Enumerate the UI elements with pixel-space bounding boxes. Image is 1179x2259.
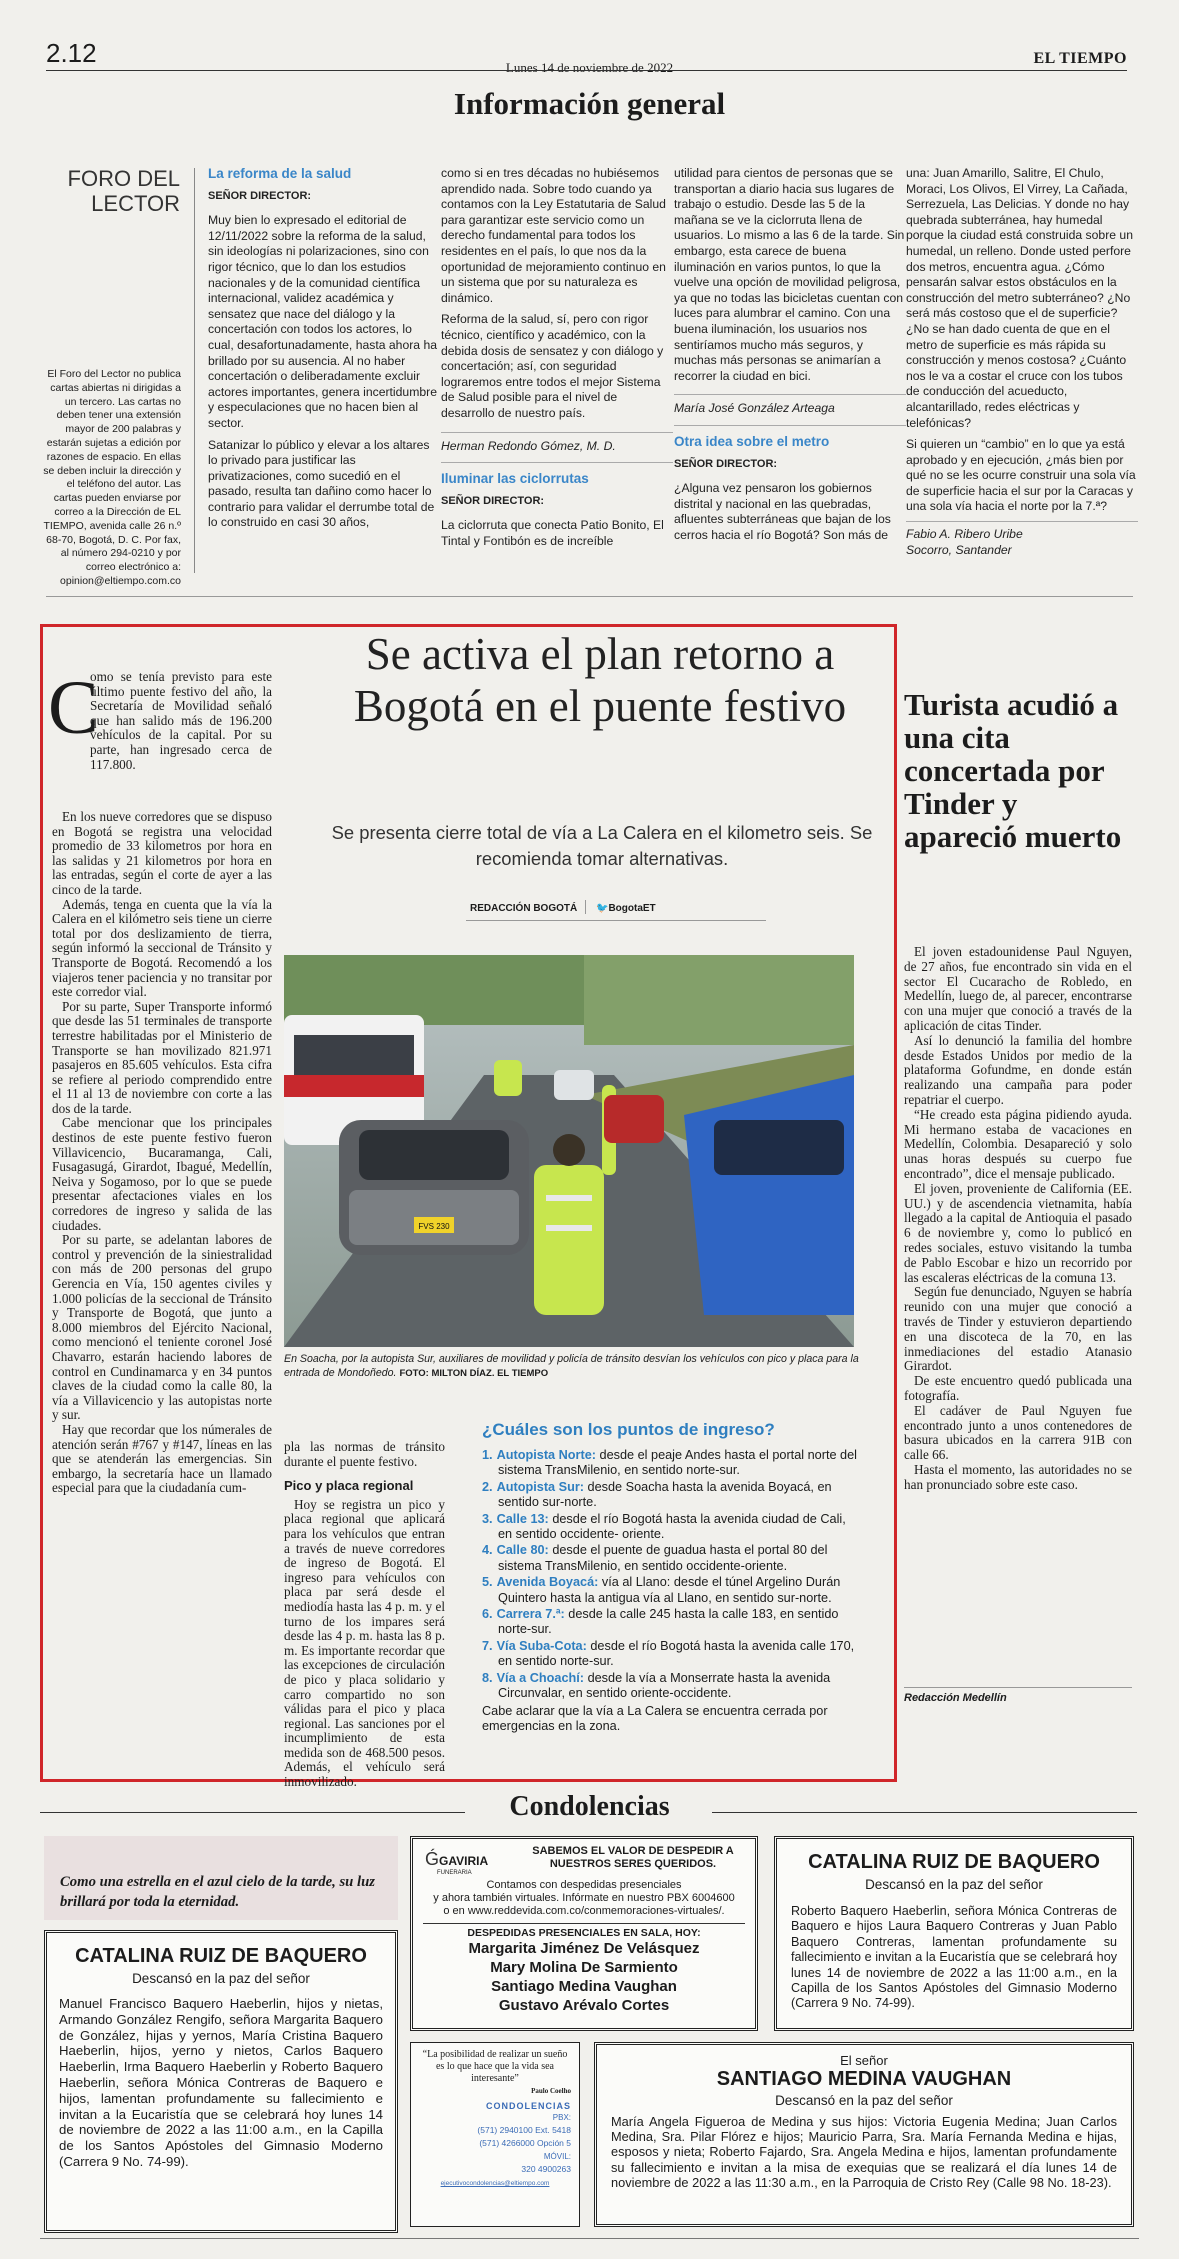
page-date-text: Lunes 14 de noviembre de 2022 bbox=[505, 60, 674, 75]
article-dropcap: C bbox=[48, 666, 99, 750]
entry-point-number: 7. bbox=[482, 1638, 493, 1653]
entry-point-text: desde el puente de guadua hasta el portal 80 del sistema TransMilenio, en sentido occidente-oriente. bbox=[498, 1543, 828, 1573]
article-paragraph: Cabe mencionar que los principales destinos de este puente festivo fueron Villavicencio, Bucaramanga, Cali, Fusagasugá, Girardot, Ibagué, Medellín, Neiva y Sogamoso, por lo que se puede presentar afectaciones viales en los corredores de ingreso y salida de las ciudades. bbox=[52, 1115, 272, 1233]
tinder-headline: Turista acudió a una cita concertada por Tinder y apareció muerto bbox=[904, 687, 1122, 854]
foro-column-3 bbox=[674, 166, 906, 549]
entry-point-item bbox=[482, 1639, 858, 1670]
contact-quote: “La posibilidad de realizar un sueño es lo que hace que la vida sea interesante” bbox=[422, 2049, 568, 2084]
letter-signature: María José González Arteaga bbox=[674, 394, 906, 417]
article-column-1 bbox=[52, 810, 272, 1496]
condolence-body: Manuel Francisco Baquero Haeberlin, hijos y nietas, Armando González Rengifo, señora Margarita Baquero de González, hijas y yernos, María Cristina Baquero Haeberlin, hijos, yerno y nietos, Carlos Baquero Haeberlin, Irma Baquero Haeberlin y Roberto Baquero Haeberlin, señora Mónica Contreras de Baquero e hijos, lamentan profundamente su fallecimiento e invitan a la Eucaristía que se celebrará hoy lunes 14 de noviembre de 2022 a las 11:00 a.m., en la Capilla de los Santos Apóstoles del Gimnasio Moderno (Carrera 9 No. 74-99). bbox=[59, 1996, 383, 2169]
entry-point-name: Autopista Sur: bbox=[496, 1479, 584, 1494]
entry-point-item bbox=[482, 1543, 858, 1574]
tinder-paragraph: De este encuentro quedó publicada una fotografía. bbox=[904, 1373, 1132, 1403]
contact-quote-author: Paulo Coelho bbox=[531, 2087, 571, 2095]
entry-point-item bbox=[482, 1512, 858, 1543]
tinder-paragraph: “He creado esta página pidiendo ayuda. Mi hermano estaba de vacaciones en Medellín, Colombia. Desapareció y solo unas horas después su cuerpo fue encontrado”, dice el mensaje publicado. bbox=[904, 1106, 1132, 1181]
condolence-name: CATALINA RUIZ DE BAQUERO bbox=[808, 1851, 1100, 1873]
article-paragraph: omo se tenía previsto para este último puente festivo del año, la Secretaría de Movilidad señaló que han salido más de 196.200 vehículos de la capital. Por su parte, han ingresado cerca de 117.800. bbox=[90, 669, 272, 772]
twitter-handle: BogotaET bbox=[608, 903, 656, 914]
tinder-paragraph: Así lo denunció la familia del hombre desde Estados Unidos por medio de la plataforma Gofundme, en donde están realizando una campaña para poder repatriar el cuerpo. bbox=[904, 1032, 1132, 1107]
letter-signature: Fabio A. Ribero Uribe bbox=[906, 521, 1138, 543]
letter-paragraph: ¿Alguna vez pensaron los gobiernos distrital y nacional en las quebradas, afluentes subterráneas que bajan de los cerros hacia el río Bogotá? Son más de bbox=[674, 481, 891, 542]
page-bottom-rule bbox=[40, 2238, 1139, 2239]
condolence-pre: El señor bbox=[840, 2053, 888, 2068]
entry-points-list bbox=[482, 1448, 858, 1702]
entry-points-note: Cabe aclarar que la vía a La Calera se encuentra cerrada por emergencias en la zona. bbox=[482, 1703, 828, 1733]
gaviria-logo-icon: Ǵ bbox=[425, 1849, 440, 1869]
gaviria-head: SABEMOS EL VALOR DE DESPEDIR A NUESTROS SERES QUERIDOS. bbox=[532, 1845, 734, 1870]
article-headline: Se activa el plan retorno a Bogotá en el puente festivo bbox=[353, 629, 847, 731]
entry-point-name: Vía a Choachí: bbox=[496, 1670, 585, 1685]
entry-point-number: 8. bbox=[482, 1670, 493, 1685]
caption-text: En Soacha, por la autopista Sur, auxiliares de movilidad y policía de tránsito desvían los vehículos con pico y placa para la entrada de Mondoñedo. bbox=[284, 1353, 859, 1379]
entry-point-text: desde el peaje Andes hasta el portal norte del sistema TransMilenio, en sentido norte-sur. bbox=[498, 1448, 857, 1478]
letter-paragraph: como si en tres décadas no hubiésemos aprendido nada. Sobre todo cuando ya contamos con la Ley Estatutaria de Salud para garantizar este servicio como un derecho fundamental para todos los residentes en el país, lo que nos da la oportunidad de mejoramiento continuo en un sistema que por su naturaleza es dinámico. bbox=[441, 166, 666, 305]
entry-point-number: 4. bbox=[482, 1543, 493, 1558]
letter-paragraph: Muy bien lo expresado el editorial de 12/11/2022 sobre la reforma de la salud, sin ideologías ni polarizaciones, sino con rigor técnico, que lo dan los estudios nacionales y de la comunidad científica internacional, validez académica y sensatez que nace del diálogo y la concertación con todos los actores, lo cual, desafortunadamente, hasta ahora ha brillado por su ausencia. Al no haber concertación o deliberadamente excluir actores importantes, genera incertidumbre y especulaciones que no hacen bien al sector. bbox=[208, 213, 438, 430]
article-dek: Se presenta cierre total de vía a La Calera en el kilometro seis. Se recomienda tomar alternativas. bbox=[331, 822, 873, 869]
letter-title: Iluminar las ciclorrutas bbox=[441, 471, 589, 487]
foro-title: FORO DEL LECTOR bbox=[67, 166, 180, 216]
section-title: Información general bbox=[453, 86, 726, 121]
condolence-box-catalina-2 bbox=[774, 1836, 1134, 2031]
entry-point-number: 3. bbox=[482, 1511, 493, 1526]
photo-credit: FOTO: MILTON DÍAZ. EL TIEMPO bbox=[399, 1368, 549, 1379]
tinder-signature: Redacción Medellín bbox=[904, 1687, 1132, 1704]
article-paragraph: Además, tenga en cuenta que la vía la Calera en el kilómetro seis tiene un cierre total por dos deslizamiento de tierra, según informó la seccional de Tránsito y Transporte de Bogotá. Recomendó a los viajeros tener paciencia y no transitar por este corredor vial. bbox=[52, 896, 272, 1000]
letter-title: La reforma de la salud bbox=[208, 166, 352, 181]
letter-divider bbox=[441, 462, 673, 463]
contact-phone: (571) 4266000 Opción 5 bbox=[479, 2138, 571, 2148]
letter-title: Otra idea sobre el metro bbox=[674, 433, 830, 449]
condolencias-contact-box bbox=[410, 2042, 580, 2227]
tinder-paragraph: El joven, proveniente de California (EE. UU.) y de ascendencia vietnamita, había llegado a la capital de Antioquia el pasado 6 de noviembre y, como lo publicó en redes sociales, estuvo visitando la tumba de Pablo Escobar e hizo un recorrido por las escaleras eléctricas de la comuna 13. bbox=[904, 1180, 1132, 1285]
article-paragraph: En los nueve corredores que se dispuso en Bogotá se registra una velocidad promedio de 33 kilometros por hora en las salidas y 21 kilometros por hora en las entradas, según el corte de ayer a las cinco de la tarde. bbox=[52, 809, 272, 897]
photo-caption bbox=[284, 1352, 869, 1381]
foro-note: El Foro del Lector no publica cartas abiertas ni dirigidas a un tercero. Las cartas no deben tener una extensión mayor de 200 palabras y estarán sujetas a edición por razones de espacio. En ellas se deben incluir la dirección y el teléfono del autor. Las cartas pueden enviarse por correo a la Dirección de EL TIEMPO, avenida calle 26 n.º 68-70, Bogotá, D. C. Por fax, al número 294-0210 y por correo electrónico a: opinion@eltiempo.com.co bbox=[43, 368, 181, 587]
article-photo bbox=[284, 955, 854, 1347]
letter-salutation: SEÑOR DIRECTOR: bbox=[441, 494, 545, 507]
tinder-paragraph: El joven estadounidense Paul Nguyen, de 27 años, fue encontrado sin vida en el sector El Cucaracho de Robledo, en Medellín, luego de, al parecer, encontrarse con una mujer que conoció a través de la aplicación de citas Tinder. bbox=[904, 944, 1132, 1033]
contact-movil: MÓVIL: bbox=[543, 2152, 571, 2161]
entry-point-name: Carrera 7.ª: bbox=[496, 1607, 565, 1622]
gaviria-logo-sub: FUNERARIA bbox=[437, 1870, 472, 1876]
photo-plate-text: FVS 230 bbox=[418, 1222, 450, 1231]
entry-point-number: 5. bbox=[482, 1575, 493, 1590]
gaviria-name: Gustavo Arévalo Cortes bbox=[498, 1997, 670, 2014]
condolence-sub: Descansó en la paz del señor bbox=[775, 2093, 953, 2108]
page-number: 2.12 bbox=[46, 38, 97, 68]
entry-point-text: desde Soacha hasta la avenida Boyacá, en sentido sur-norte. bbox=[498, 1479, 832, 1510]
condolence-sub: Descansó en la paz del señor bbox=[865, 1877, 1043, 1892]
condolence-box-santiago bbox=[594, 2042, 1134, 2227]
section-rule bbox=[46, 596, 1133, 597]
gaviria-line: Contamos con despedidas presenciales bbox=[486, 1879, 682, 1891]
entry-point-name: Autopista Norte: bbox=[496, 1448, 596, 1462]
tinder-body bbox=[904, 945, 1132, 1492]
gaviria-name: Margarita Jiménez De Velásquez bbox=[468, 1940, 700, 1957]
letter-paragraph: Si quieren un “cambio” en lo que ya está aprobado y en ejecución, ¿más bien por qué no se les ocurre construir una sola vía de superficie hacia el sur por la Caracas y una sola vía hacia el norte por la 7.ª? bbox=[906, 437, 1136, 514]
foro-column-2 bbox=[441, 166, 673, 555]
byline-divider bbox=[585, 900, 586, 914]
letter-paragraph: Reforma de la salud, sí, pero con rigor técnico, científico y académico, con la debida dosis de sensatez y con diálogo y concertación; así, con seguridad lograremos entre todos el mejor Sistema de Salud posible para el nivel de desarrollo de nuestro país. bbox=[441, 312, 664, 420]
foro-column-1 bbox=[208, 166, 440, 537]
entry-point-name: Calle 13: bbox=[496, 1511, 549, 1526]
condolencias-quote: Como una estrella en el azul cielo de la tarde, su luz brillará por toda la eternidad. bbox=[44, 1836, 398, 1920]
condolence-body: María Angela Figueroa de Medina y sus hijos: Victoria Eugenia Medina; Juan Carlos Medina, Sra. Pilar Flórez e hijos; Mauricio Parra, Sra. María Fernanda Medina e hijas, esposos y nieta; Roberto Fajardo, Sra. Angela Medina e hijos, lamentan profundamente su fallecimiento e invitan a la misa de exequias que se realizará el día lunes 14 de noviembre de 2022 a las 11:30 a.m., en la Parroquia de Cristo Rey (Calle 98 No. 18-23). bbox=[611, 2114, 1117, 2190]
letter-salutation: SEÑOR DIRECTOR: bbox=[208, 189, 312, 202]
tinder-paragraph: Según fue denunciado, Nguyen se habría reunido con una mujer que conoció a través de Tinder y estuvieron departiendo en una discoteca de la 70, en las inmediaciones del estadio Atanasio Girardot. bbox=[904, 1284, 1132, 1374]
letter-signature: Herman Redondo Gómez, M. D. bbox=[441, 432, 673, 455]
letter-divider bbox=[674, 425, 906, 426]
entry-point-text: desde la calle 245 hasta la calle 183, en sentido norte-sur. bbox=[498, 1607, 839, 1637]
tinder-paragraph: El cadáver de Paul Nguyen fue encontrado junto a unos contenedores de basura ubicados en la carrera 91B con calle 66. bbox=[904, 1402, 1132, 1463]
entry-points-box bbox=[482, 1420, 858, 1734]
foro-column-4 bbox=[906, 166, 1138, 558]
condolence-name: CATALINA RUIZ DE BAQUERO bbox=[75, 1945, 367, 1967]
entry-point-text: vía al Llano: desde el túnel Argelino Durán Quintero hasta la antigua vía al Llano, en sentido sur-norte. bbox=[498, 1575, 841, 1605]
condolence-box-catalina-1 bbox=[44, 1930, 398, 2233]
gaviria-logo bbox=[425, 1849, 488, 1876]
entry-point-number: 1. bbox=[482, 1448, 493, 1462]
article-paragraph: Por su parte, Super Transporte informó que desde las 51 terminales de transporte terrestre habilitadas por el Ministerio de Transporte se han movilizado 821.971 pasajeros en 85.605 vehículos. Esta cifra se refiere al periodo comprendido entre el 11 al 13 de noviembre con corte a las dos de la tarde. bbox=[52, 998, 272, 1116]
article-paragraph: pla las normas de tránsito durante el puente festivo. bbox=[284, 1439, 445, 1469]
article-paragraph: Hoy se registra un pico y placa regional que aplicará para los vehículos que entran a través de nueve corredores de ingreso de Bogotá. El ingreso para vehículos con placa par será desde el mediodía hasta las 4 p. m. y el turno de los impares será desde las 4 p. m. hasta las 8 p. m. Es importante recordar que las excepciones de circulación de pico y placa solidario y carro compartido no son válidas para el pico y placa regional. Las sanciones por el incumplimiento de esta medida son de 468.500 pesos. Además, el vehículo será inmovilizado. bbox=[284, 1496, 445, 1790]
entry-point-text: desde el río Bogotá hasta la avenida calle 170, en sentido norte-sur. bbox=[498, 1638, 855, 1669]
condolence-sub: Descansó en la paz del señor bbox=[132, 1971, 310, 1986]
photo-illustration bbox=[284, 955, 854, 1347]
letter-paragraph: utilidad para cientos de personas que se transportan a diario hacia sus lugares de trabajo o estudio. Desde las 5 de la mañana se ve la ciclorruta llena de usuarios. Lo mismo a las 6 de la tarde. Sin embargo, esta carece de buena iluminación en varios puntos, lo que la vuelve una opción de movilidad peligrosa, ya que no todas las bicicletas cuentan con luces para alumbrar el camino. Con una buena iluminación, los usuarios nos sentiríamos mucho más seguros, y muchas más personas se animarían a recorrer la ciudad en bici. bbox=[674, 166, 905, 383]
foro-divider bbox=[194, 168, 195, 573]
contact-label: CONDOLENCIAS bbox=[485, 2101, 571, 2111]
gaviria-label: DESPEDIDAS PRESENCIALES EN SALA, HOY: bbox=[423, 1923, 745, 1939]
brand-logo: EL TIEMPO bbox=[1033, 50, 1127, 67]
condolence-name: SANTIAGO MEDINA VAUGHAN bbox=[716, 2068, 1012, 2090]
gaviria-logo-text: GAVIRIA bbox=[439, 1854, 489, 1868]
entry-point-text: desde el río Bogotá hasta la avenida ciudad de Cali, en sentido occidente- oriente. bbox=[498, 1511, 846, 1542]
gaviria-line: y ahora también virtuales. Infórmate en nuestro PBX 6004600 bbox=[433, 1892, 735, 1904]
condolence-body: Roberto Baquero Haeberlin, señora Mónica Contreras de Baquero e hijos Laura Baquero Contreras y Juan Pablo Baquero Contreras, lamentan profundamente su fallecimiento e invitan a la Eucaristía que se celebrará hoy lunes 14 de noviembre de 2022 a las 11:00 a.m., en la Capilla de los Santos Apóstoles del Gimnasio Moderno (Carrera 9 No. 74-99). bbox=[791, 1904, 1117, 2011]
contact-email[interactable]: ejecutivocondolencias@eltiempo.com bbox=[440, 2180, 550, 2187]
gaviria-name: Mary Molina De Sarmiento bbox=[490, 1959, 678, 1976]
entry-point-item bbox=[482, 1575, 858, 1606]
gaviria-line: o en www.reddevida.com.co/conmemoraciones-virtuales/. bbox=[443, 1905, 725, 1917]
entry-point-number: 2. bbox=[482, 1479, 493, 1494]
gaviria-names bbox=[423, 1939, 745, 2015]
entry-point-item bbox=[482, 1607, 858, 1638]
article-paragraph: Hay que recordar que los númerales de atención serán #767 y #147, líneas en las que se atenderán las emergencias. Sin embargo, la secretaría hace un llamado especial para que la ciudadanía cum- bbox=[52, 1421, 272, 1496]
gaviria-ad bbox=[410, 1836, 758, 2031]
entry-point-name: Avenida Boyacá: bbox=[496, 1575, 599, 1590]
letter-paragraph: Satanizar lo público y elevar a los altares lo privado para justificar las privatizaciones, como sucedió en el pasado, resulta tan dañino como hacer lo contrario para validar el derrumbe total de lo construido en casi 30 años, bbox=[208, 437, 435, 530]
page-date bbox=[0, 60, 1179, 76]
twitter-icon: 🐦 bbox=[596, 903, 609, 914]
letter-paragraph: La ciclorruta que conecta Patio Bonito, El Tintal y Fontibón es de increíble bbox=[441, 518, 664, 548]
entry-point-number: 6. bbox=[482, 1607, 493, 1622]
header-rule bbox=[46, 70, 1127, 71]
entry-point-item bbox=[482, 1671, 858, 1702]
article-column-2 bbox=[284, 1440, 445, 1790]
article-lead bbox=[90, 670, 272, 772]
byline-rule bbox=[466, 920, 766, 921]
entry-point-name: Vía Suba-Cota: bbox=[496, 1638, 587, 1653]
entry-point-item bbox=[482, 1448, 858, 1479]
letter-signature-city: Socorro, Santander bbox=[906, 542, 1012, 557]
article-subhead: Pico y placa regional bbox=[284, 1478, 414, 1494]
letter-paragraph: una: Juan Amarillo, Salitre, El Chulo, Moraci, Los Olivos, El Virrey, La Cañada, Serrezuela, Las Delicias. Y donde no hay quebrada subterránea, hay humedal porque la ciudad está construida sobre un humedal, un relleno. Donde usted perfore dos metros, encuentra agua. ¿Cómo pensarán salvar estos obstáculos en la construcción del metro subterráneo? ¿No será más costoso que el de superficie? ¿No se han dado cuenta de que en el metro de superficie es más rápida su construcción y menos costosa? ¿Cuánto nos le va a costar el cruce con los tubos de conducción del acueducto, alcantarillado, redes eléctricas y telefónicas? bbox=[906, 166, 1133, 430]
article-paragraph: Por su parte, se adelantan labores de control y prevención de la siniestralidad con más de 200 personas del grupo Gerencia en Vía, 150 agentes civiles y 1.000 policías de la seccional de Tránsito y Transporte de Bogotá, que junto a 8.000 miembros del Ejército Nacional, como mencionó el teniente coronel José Chavarro, estarán haciendo labores de control en Cundinamarca y en 34 puntos claves de la ciudad como la calle 80, la vía a Villavicencio y las autopistas norte y sur. bbox=[52, 1232, 272, 1423]
condolencias-title: Condolencias bbox=[509, 1791, 670, 1822]
contact-phone: 320 4900263 bbox=[521, 2164, 571, 2174]
entry-point-item bbox=[482, 1480, 858, 1511]
gaviria-name: Santiago Medina Vaughan bbox=[491, 1978, 677, 1995]
entry-point-name: Calle 80: bbox=[496, 1543, 549, 1558]
entry-points-title: ¿Cuáles son los puntos de ingreso? bbox=[482, 1420, 775, 1439]
contact-phone: (571) 2940100 Ext. 5418 bbox=[477, 2125, 571, 2135]
article-twitter bbox=[596, 903, 656, 914]
tinder-paragraph: Hasta el momento, las autoridades no se han pronunciado sobre este caso. bbox=[904, 1461, 1132, 1492]
article-byline: REDACCIÓN BOGOTÁ bbox=[470, 903, 578, 914]
entry-point-text: desde la vía a Monserrate hasta la avenida Circunvalar, en sentido oriente-occidente. bbox=[498, 1670, 831, 1701]
letter-salutation: SEÑOR DIRECTOR: bbox=[674, 457, 778, 470]
contact-pbx: PBX: bbox=[552, 2113, 571, 2122]
